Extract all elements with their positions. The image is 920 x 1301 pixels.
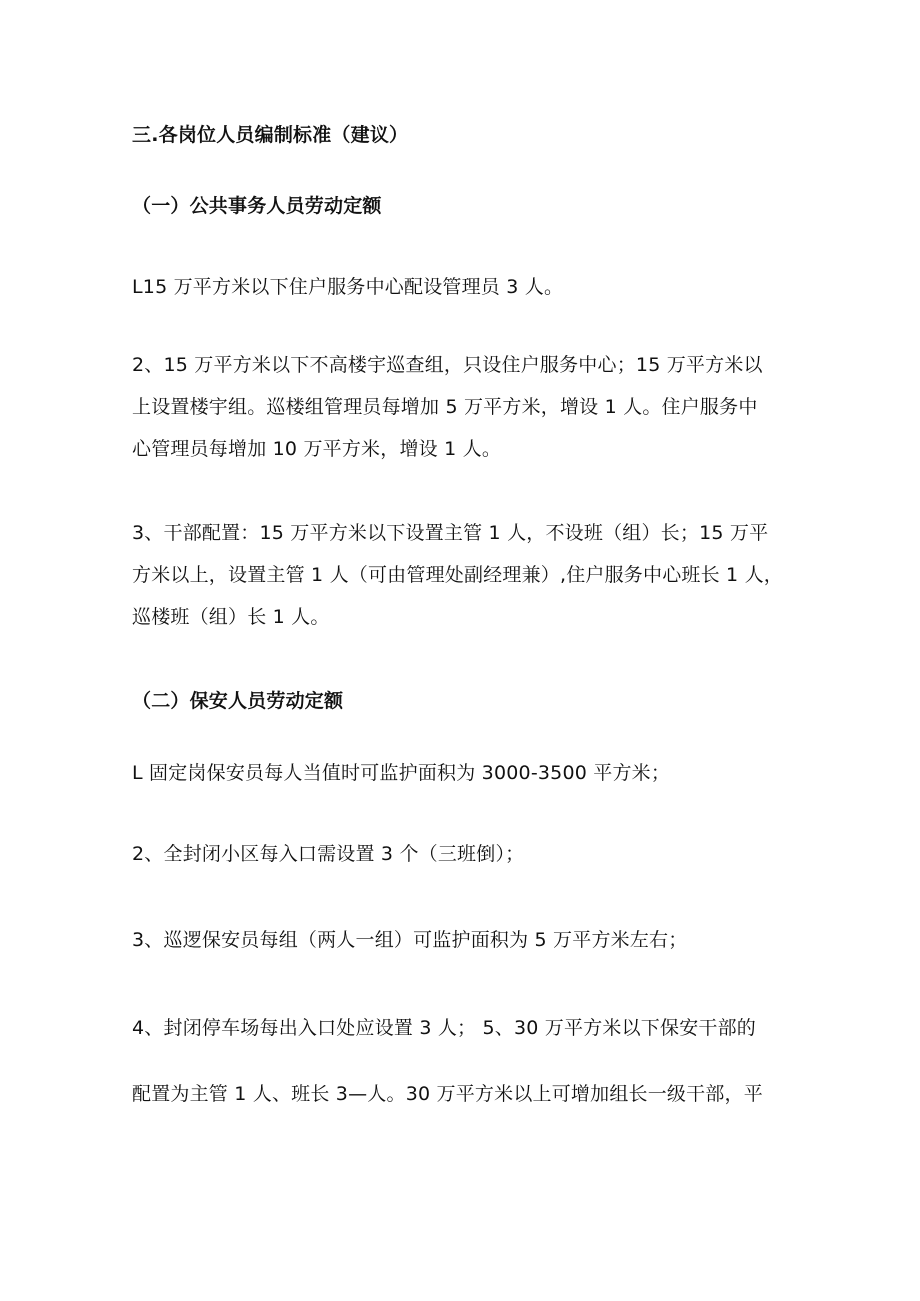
paragraph-line: 3、干部配置：15 万平方米以下设置主管 1 人，不设班（组）长；15 万平	[132, 522, 769, 544]
paragraph-line: 2、15 万平方米以下不高楼宇巡查组，只设住户服务中心；15 万平方米以	[132, 354, 763, 376]
security-item-1: L 固定岗保安员每人当值时可监护面积为 3000-3500 平方米；	[132, 762, 671, 784]
security-item-4: 4、封闭停车场每出入口处应设置 3 人； 5、30 万平方米以下保安干部的	[132, 1017, 757, 1039]
subsection-title-public-affairs: （一）公共事务人员劳动定额	[132, 195, 382, 217]
security-item-5: 配置为主管 1 人、班长 3—人。30 万平方米以上可增加组长一级干部，平	[132, 1083, 763, 1105]
paragraph-line: 心管理员每增加 10 万平方米，增设 1 人。	[132, 438, 502, 460]
security-item-3: 3、巡逻保安员每组（两人一组）可监护面积为 5 万平方米左右；	[132, 929, 688, 951]
paragraph-item-3	[132, 512, 812, 638]
paragraph-line: 方米以上，设置主管 1 人（可由管理处副经理兼）,住户服务中心班长 1 人，	[132, 564, 783, 586]
security-item-2: 2、全封闭小区每入口需设置 3 个（三班倒）；	[132, 843, 525, 865]
subsection-title-security: （二）保安人员劳动定额	[132, 690, 344, 712]
paragraph-line: 巡楼班（组）长 1 人。	[132, 606, 330, 628]
paragraph-item-2	[132, 344, 812, 470]
section-title: 三.各岗位人员编制标准（建议）	[132, 124, 409, 146]
paragraph-item-1: L15 万平方米以下住户服务中心配设管理员 3 人。	[132, 276, 564, 298]
paragraph-line: 上设置楼宇组。巡楼组管理员每增加 5 万平方米，增设 1 人。住户服务中	[132, 396, 758, 418]
